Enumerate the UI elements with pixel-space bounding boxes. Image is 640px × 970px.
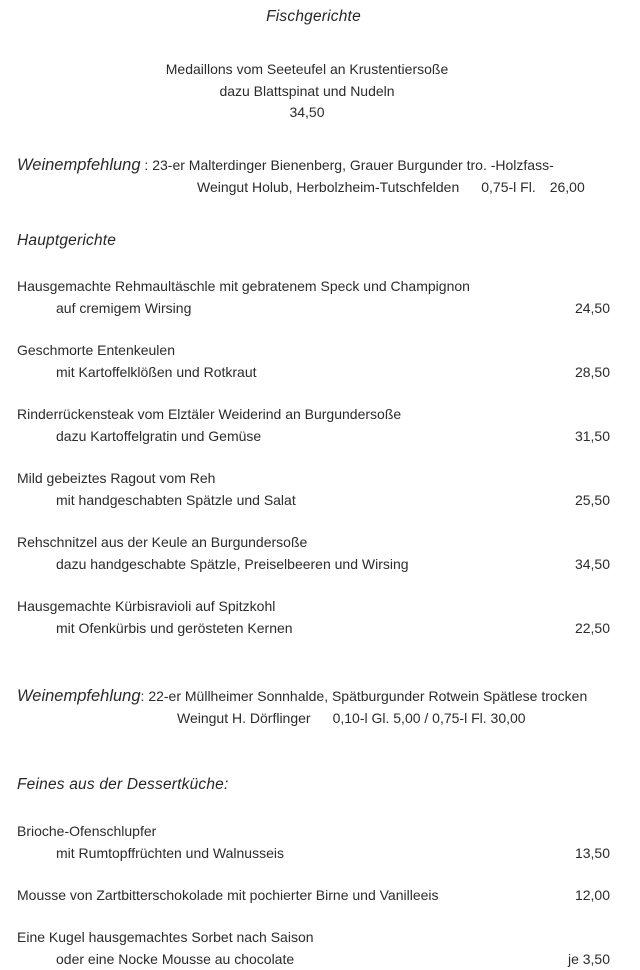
fish-dish [17,59,610,124]
menu-item-name: Geschmorte Entenkeulen [17,341,175,358]
wine-recommendation-1-winery: Weingut Holub, Herbolzheim-Tutschfelden [197,178,460,195]
menu-item-name: Brioche-Ofenschlupfer [17,822,157,839]
menu-item-description: mit Ofenkürbis und gerösteten Kernen [56,619,293,636]
wine-recommendation-1-line-2 [17,176,610,198]
wine-recommendation-1-price: 26,00 [549,178,585,195]
menu-item-description: mit Kartoffelklößen und Rotkraut [56,363,257,380]
fish-dish-line-1: Medaillons vom Seeteufel an Krustentiersoße [165,61,449,77]
menu-item-name-row [17,595,610,617]
menu-item [17,926,610,970]
menu-item [17,339,610,383]
menu-item-name-row [17,275,610,297]
menu-item-price: 25,50 [574,491,610,508]
wine-recommendation-1-label: Weinempfehlung [17,155,141,174]
menu-item-sub-row [17,297,610,319]
main-courses-list [17,275,610,639]
wine-recommendation-2-line-2 [17,707,610,729]
fish-dish-line-2: dazu Blattspinat und Nudeln [219,82,395,99]
menu-item-sub-row [17,553,610,575]
menu-item-price: je 3,50 [567,950,610,967]
menu-item-price: 12,00 [574,886,610,903]
spacer [17,250,610,275]
menu-item [17,820,610,864]
menu-item-name: Hausgemachte Rehmaultäschle mit gebratenem Speck und Champignon [17,277,470,294]
menu-item [17,275,610,319]
menu-item-sub-row [17,425,610,447]
wine-recommendation-2-label: Weinempfehlung [17,686,141,705]
menu-item-price: 24,50 [574,299,610,316]
spacer [17,447,610,467]
menu-item [17,467,610,511]
menu-item [17,595,610,639]
menu-item-name: Hausgemachte Kürbisravioli auf Spitzkohl [17,597,276,614]
menu-item-sub-row [17,361,610,383]
fish-dish-price: 34,50 [289,104,325,120]
wine-recommendation-2-separator: : [140,687,149,704]
wine-recommendation-2-prices: 0,10-l Gl. 5,00 / 0,75-l Fl. 30,00 [332,709,526,726]
menu-item-description: dazu Kartoffelgratin und Gemüse [56,427,262,444]
section-heading-hauptgerichte: Hauptgerichte [17,231,117,249]
menu-item-sub-row [17,489,610,511]
spacer [17,729,610,776]
section-heading-desserts: Feines aus der Dessertküche: [17,775,229,793]
wine-recommendation-2-winery: Weingut H. Dörflinger [177,709,311,726]
menu-item-price: 28,50 [574,363,610,380]
menu-item-price: 13,50 [574,844,610,861]
menu-item-name: Rinderrückensteak vom Elztäler Weiderind an Burgundersoße [17,405,402,422]
menu-item-name-row [17,820,610,842]
wine-recommendation-1-volume: 0,75-l Fl. [481,178,536,195]
spacer [17,124,610,154]
spacer [17,511,610,531]
menu-item-name: Eine Kugel hausgemachtes Sorbet nach Saison [17,928,314,945]
menu-item-price: 31,50 [574,427,610,444]
wine-recommendation-2 [17,685,610,729]
menu-item-name-row [17,531,610,553]
menu-item-sub-row [17,842,610,864]
desserts-list [17,820,610,970]
spacer [17,575,610,595]
menu-item-description: mit Rumtopffrüchten und Walnusseis [56,844,284,861]
spacer [17,794,610,820]
spacer [17,906,610,926]
menu-item-description: mit handgeschabten Spätzle und Salat [56,491,296,508]
section-heading-fischgerichte: Fischgerichte [266,8,361,25]
menu-item-description: auf cremigem Wirsing [56,299,192,316]
menu-item-price: 34,50 [574,555,610,572]
spacer [17,383,610,403]
spacer [17,864,610,884]
wine-recommendation-1-line-1 [17,154,610,176]
menu-item-price: 22,50 [574,619,610,636]
menu-item-name: Mild gebeiztes Ragout vom Reh [17,469,216,486]
wine-recommendation-2-line-1 [17,685,610,707]
spacer [17,639,610,685]
wine-recommendation-1-description: 23-er Malterdinger Bienenberg, Grauer Burgunder tro. -Holzfass- [152,156,554,173]
spacer [17,198,610,232]
spacer [17,319,610,339]
wine-recommendation-1-separator: : [140,156,153,173]
menu-item-name-row [17,884,610,906]
menu-item-name: Mousse von Zartbitterschokolade mit pochierter Birne und Vanilleeis [17,886,439,903]
menu-item [17,884,610,906]
menu-item-name-row [17,926,610,948]
menu-item-name: Rehschnitzel aus der Keule an Burgundersoße [17,533,308,550]
menu-item-sub-row [17,948,610,970]
menu-item-description: dazu handgeschabte Spätzle, Preiselbeeren und Wirsing [56,555,409,572]
menu-item-name-row [17,467,610,489]
wine-recommendation-2-description: 22-er Müllheimer Sonnhalde, Spätburgunder Rotwein Spätlese trocken [148,687,588,704]
menu-item-name-row [17,339,610,361]
menu-item-description: oder eine Nocke Mousse au chocolate [56,950,295,967]
wine-recommendation-1 [17,154,610,198]
menu-item [17,403,610,447]
menu-item-name-row [17,403,610,425]
menu-item-sub-row [17,617,610,639]
menu-item [17,531,610,575]
